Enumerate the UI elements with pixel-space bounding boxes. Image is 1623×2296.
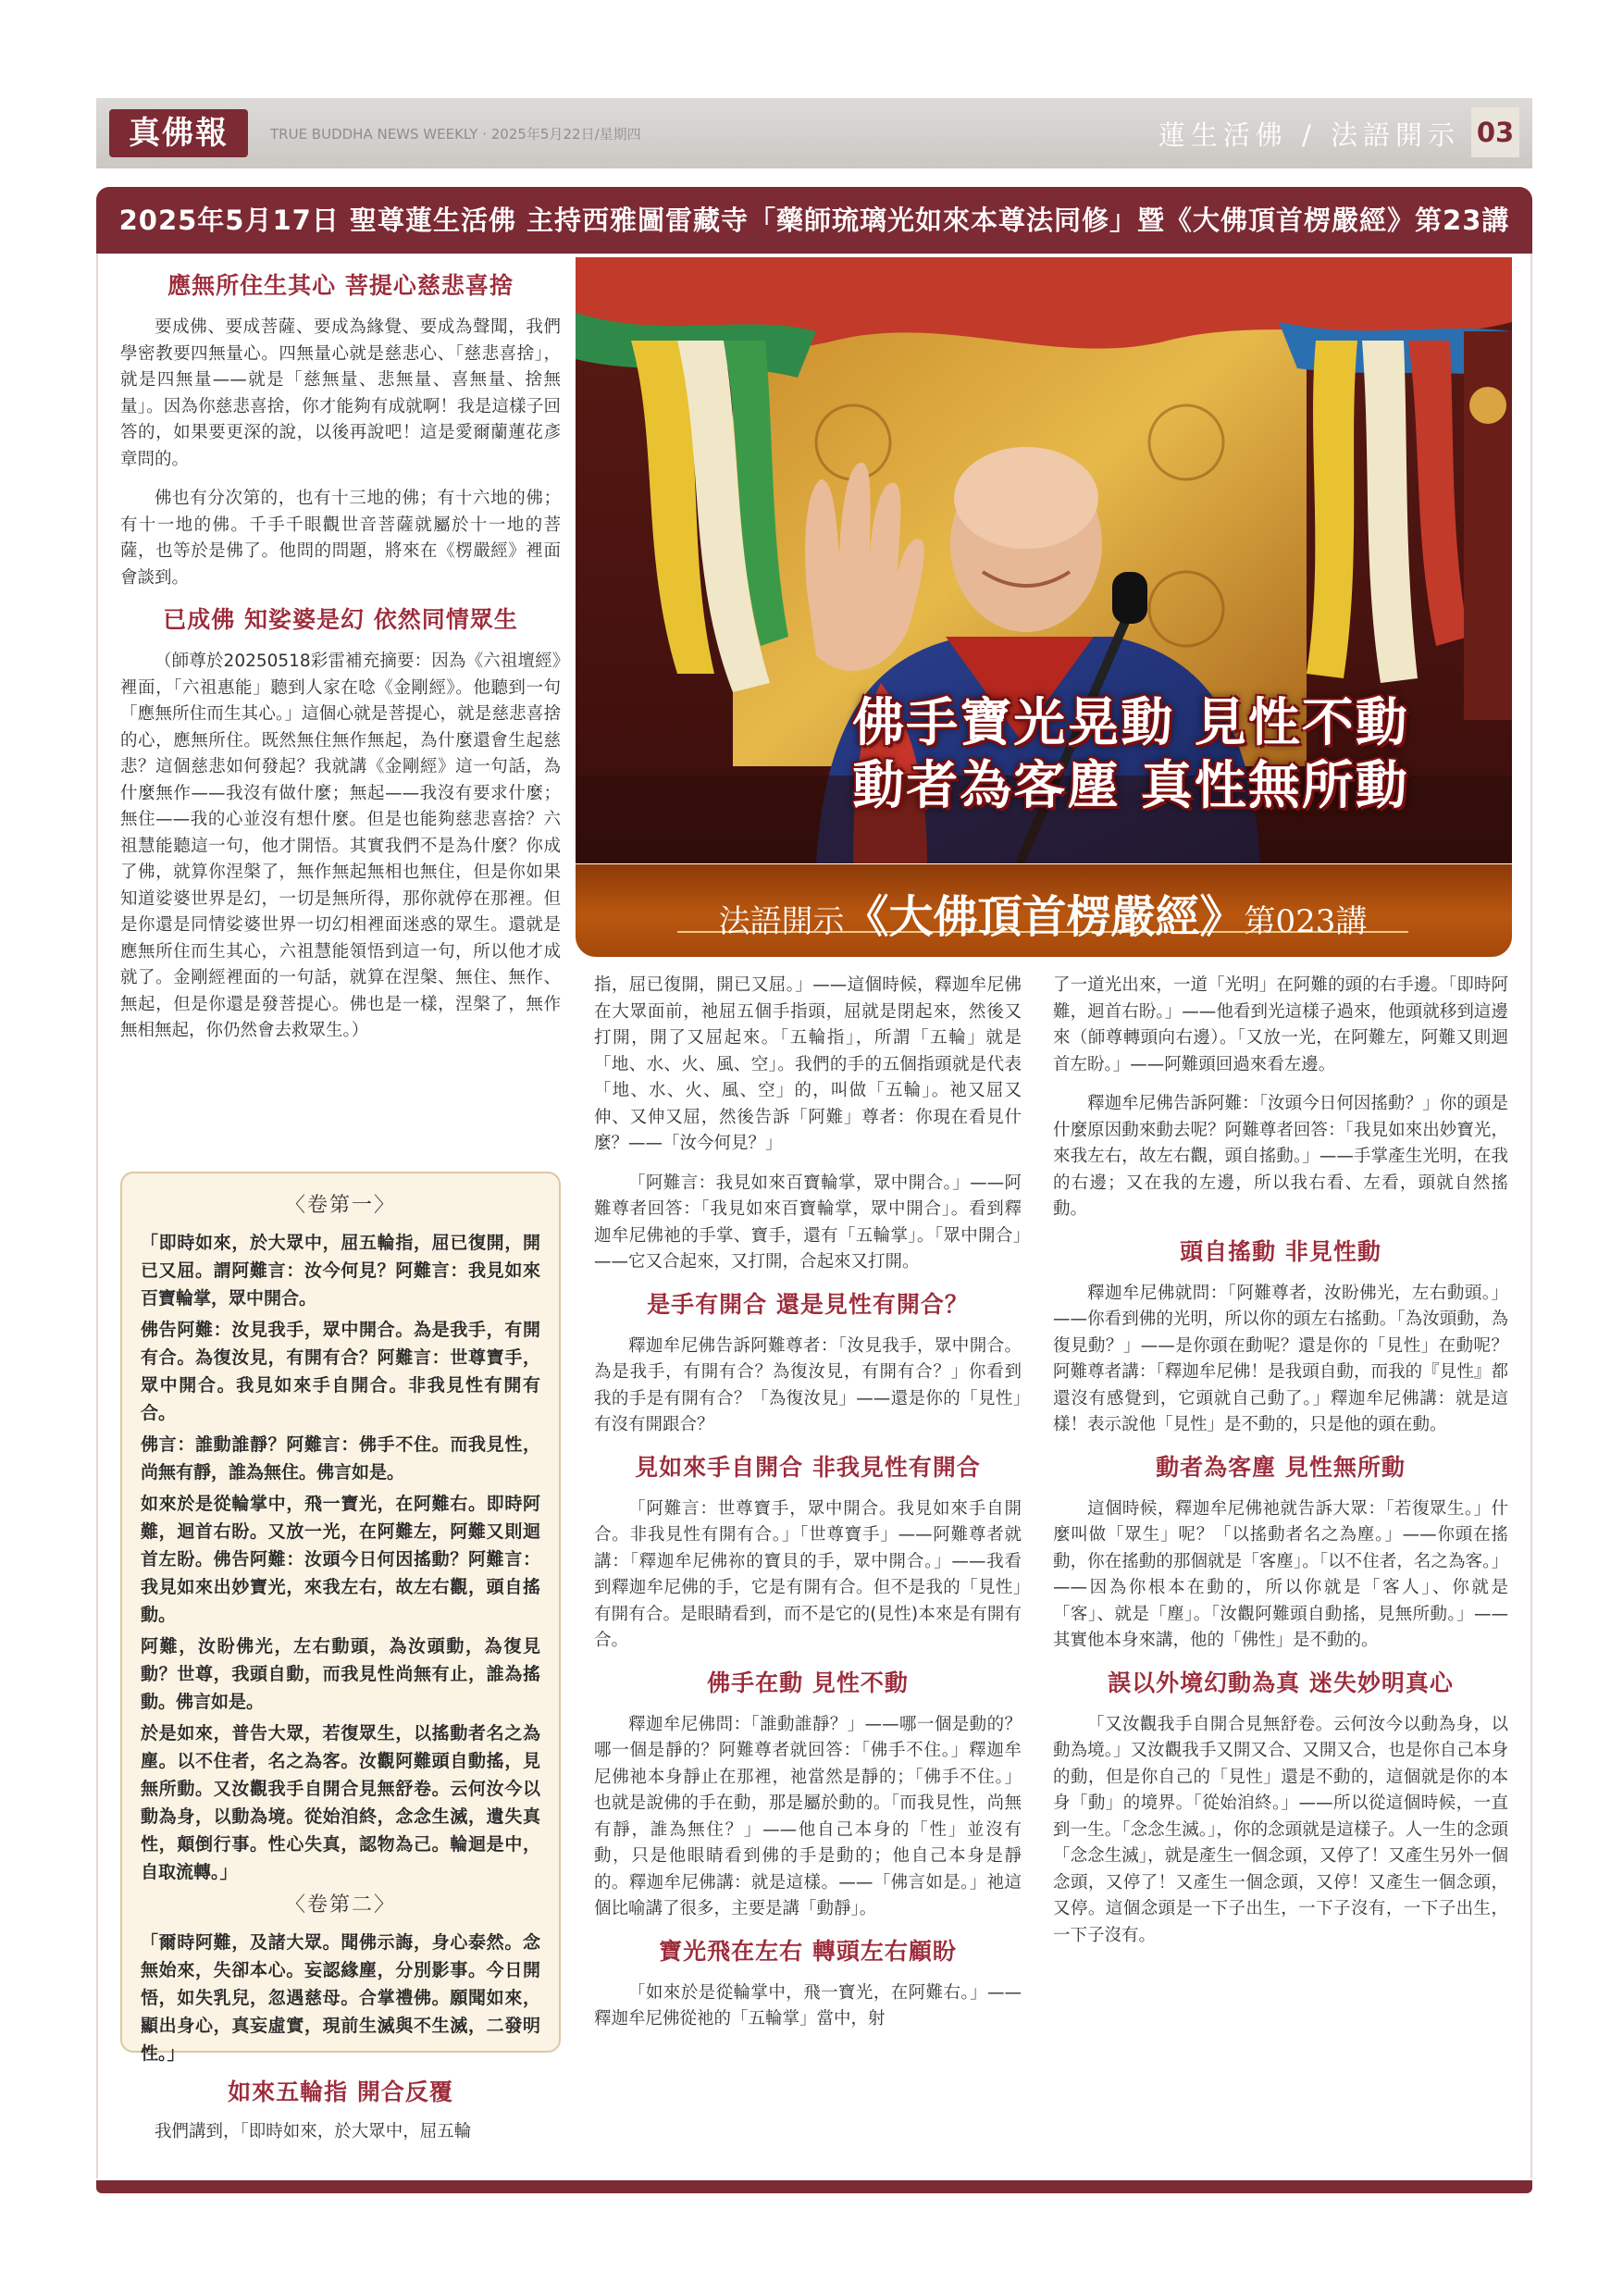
paragraph: 佛也有分次第的，也有十三地的佛；有十六地的佛；有十一地的佛。千手千眼觀世音菩薩就屬於十一地的菩薩，也等於是佛了。他問的問題，將來在《楞嚴經》裡面會談到。 [120, 489, 561, 588]
bottom-rule [96, 2180, 1532, 2193]
paragraph: 釋迦牟尼佛告訴阿難尊者：「汝見我手，眾中開合。為是我手，有開有合？為復汝見，有開有合？」你看到我的手是有開有合？「為復汝見」——還是你的「見性」有沒有開跟合？ [594, 1335, 1022, 1434]
paragraph: 「又汝觀我手自開合見無舒卷。云何汝今以動為身，以動為境。」又汝觀我手又開又合、又開又合，也是你自己本身的動，但是你自己的「見性」還是不動的，這個就是你的本身「動」的境界。「從始洎終。」——所以從這個時候，一直到一生。「念念生滅。」，你的念頭就是這樣子。人一生的念頭「念念生滅」，就是產生一個念頭，又停了！又產生另外一個念頭，又停了！又產生一個念頭，又停！又產生一個念頭，又停。這個念頭是一下子出生，一下子沒有，一下子出生，一下子沒有。 [1053, 1714, 1508, 1945]
event-banner: 2025年5月17日 聖尊蓮生活佛 主持西雅圖雷藏寺「藥師琉璃光如來本尊法同修」暨《大佛頂首楞嚴經》第23講 [96, 187, 1532, 254]
paragraph: 要成佛、要成菩薩、要成為緣覺、要成為聲聞，我們學密教要四無量心。四無量心就是慈悲心、「慈悲喜捨」，就是四無量——就是「慈無量、悲無量、喜無量、捨無量」。因為你慈悲喜捨，你才能夠有成就啊！我是這樣子回答的，如果要更深的說，以後再說吧！這是愛爾蘭蓮花彥章問的。 [120, 317, 561, 469]
volume-heading: 〈卷第一〉 [284, 1194, 396, 1217]
sutra-passage: 阿難，汝盼佛光，左右動頭，為汝頭動，為復見動？世尊，我頭自動，而我見性尚無有止，誰為搖動。佛言如是。 [141, 1636, 540, 1712]
subheading: 見如來手自開合 非我見性有開合 [635, 1453, 981, 1481]
newspaper-logo: 真佛報 [109, 109, 248, 157]
subheading: 寶光飛在左右 轉頭左右顧盼 [659, 1937, 957, 1965]
headline-line-1: 佛手寶光晃動 見性不動 [852, 693, 1409, 753]
paragraph: 釋迦牟尼佛問：「誰動誰靜？」——哪一個是動的？哪一個是靜的？阿難尊者就回答：「佛手不住。」釋迦牟尼佛祂本身靜止在那裡，祂當然是靜的；「佛手不住。」也就是說佛的手在動，那是屬於動的。「而我見性，尚無有靜，誰為無住？」——他自己本身的「性」並沒有動，只是他眼睛看到佛的手是動的；他自己本身是靜的。釋迦牟尼佛講：就是這樣。——「佛言如是。」祂這個比喻講了很多，主要是講「動靜」。 [594, 1714, 1022, 1918]
series-banner [576, 864, 1512, 957]
paragraph: 這個時候，釋迦牟尼佛祂就告訴大眾：「若復眾生。」什麼叫做「眾生」呢？「以搖動者名之為塵。」——你頭在搖動，你在搖動的那個就是「客塵」。「以不住者，名之為客。」——因為你根本在動的，所以你就是「客人」、你就是「客」、就是「塵」。「汝觀阿難頭自動搖，見無所動。」——其實他本身來講，他的「佛性」是不動的。 [1053, 1498, 1508, 1650]
series-label: 法語開示 [718, 903, 845, 940]
lecture-photo [576, 257, 1512, 863]
subheading: 是手有開合 還是見性有開合？ [647, 1290, 969, 1318]
sutra-passage: 「即時如來，於大眾中，屈五輪指，屈已復開，開已又屈。謂阿難言：汝今何見？阿難言：我見如來百寶輪掌，眾中開合。 [141, 1233, 540, 1309]
subheading: 動者為客塵 見性無所動 [1156, 1453, 1406, 1481]
sutra-passage: 佛言：誰動誰靜？阿難言：佛手不住。而我見性，尚無有靜，誰為無住。佛言如是。 [141, 1434, 540, 1483]
column-1-tail [120, 2067, 561, 2159]
newspaper-page [96, 98, 1532, 2201]
series-title-line [677, 881, 1408, 943]
page-number: 03 [1471, 107, 1519, 157]
subheading: 已成佛 知娑婆是幻 依然同情眾生 [163, 606, 518, 633]
paragraph: 釋迦牟尼佛就問：「阿難尊者，汝盼佛光，左右動頭。」——你看到佛的光明，所以你的頭左右搖動。「為汝頭動，為復見動？」——是你頭在動呢？還是你的「見性」在動呢？阿難尊者講：「釋迦牟尼佛！是我頭自動，而我的『見性』都還沒有感覺到，它頭就自己動了。」釋迦牟尼佛講：就是這樣！表示說他「見性」是不動的，只是他的頭在動。 [1053, 1283, 1508, 1434]
masthead [96, 98, 1532, 168]
column-1 [120, 261, 561, 1058]
sutra-quote-box [120, 1172, 561, 2064]
paragraph: 了一道光出來，一道「光明」在阿難的頭的右手邊。「即時阿難，迴首右盼。」——他看到光這樣子過來，他頭就移到這邊來（師尊轉頭向右邊）。「又放一光，在阿難左，阿難又則迴首左盼。」——阿難頭回過來看左邊。 [1053, 975, 1508, 1074]
column-3 [1053, 973, 1508, 1962]
subheading: 如來五輪指 開合反覆 [228, 2079, 453, 2105]
paragraph: 指，屈已復開，開已又屈。」——這個時候，釋迦牟尼佛在大眾面前，祂屈五個手指頭，屈就是閉起來，然後又打開，開了又屈起來。「五輪指」，所謂「五輪」就是「地、水、火、風、空」。我們的手的五個指頭就是代表「地、水、火、風、空」的，叫做「五輪」。祂又屈又伸、又伸又屈，然後告訴「阿難」尊者：你現在看見什麼？——「汝今何見？」 [594, 975, 1022, 1153]
subheading: 頭自搖動 非見性動 [1180, 1237, 1381, 1265]
sutra-passage: 佛告阿難：汝見我手，眾中開合。為是我手，有開有合。為復汝見，有開有合？阿難言：世尊寶手，眾中開合。我見如來手自開合。非我見性有開有合。 [141, 1320, 540, 1423]
subheading: 誤以外境幻動為真 迷失妙明真心 [1108, 1669, 1454, 1696]
paragraph: 「如來於是從輪掌中，飛一寶光，在阿難右。」——釋迦牟尼佛從祂的「五輪掌」當中，射 [594, 1982, 1022, 2029]
paragraph: 釋迦牟尼佛告訴阿難：「汝頭今日何因搖動？」你的頭是什麼原因動來動去呢？阿難尊者回答：「我見如來出妙寶光，來我左右，故左右觀，頭自搖動。」——手掌產生光明，在我的右邊；又在我的左邊，所以我右看、左看，頭就自然搖動。 [1053, 1094, 1508, 1219]
series-sutra-title: 《大佛頂首楞嚴經》 [844, 891, 1245, 943]
sutra-passage: 「爾時阿難，及諸大眾。聞佛示誨，身心泰然。念無始來，失卻本心。妄認緣塵，分別影事。今日開悟，如失乳兒，忽遇慈母。合掌禮佛。願聞如來，顯出身心，真妄虛實，現前生滅與不生滅，二發明性。」 [141, 1932, 540, 2064]
headline-line-2: 動者為客塵 真性無所動 [852, 756, 1409, 816]
paragraph: 「阿難言：世尊寶手，眾中開合。我見如來手自開合。非我見性有開有合。」「世尊寶手」——阿難尊者就講：「釋迦牟尼佛祢的寶貝的手，眾中開合。」——我看到釋迦牟尼佛的手，它是有開有合。但不是我的「見性」有開有合。是眼睛看到，而不是它的(見性)本來是有開有合。 [594, 1498, 1022, 1650]
column-2 [594, 973, 1022, 2046]
paragraph: 我們講到，「即時如來，於大眾中，屈五輪 [155, 2122, 472, 2141]
volume-heading: 〈卷第二〉 [284, 1893, 396, 1917]
subheading: 應無所住生其心 菩提心慈悲喜捨 [167, 272, 514, 299]
photo-headline [761, 692, 1501, 818]
sutra-passage: 於是如來，普告大眾，若復眾生，以搖動者名之為塵。以不住者，名之為客。汝觀阿難頭自動搖，見無所動。又汝觀我手自開合見無舒卷。云何汝今以動為身，以動為境。從始洎終，念念生滅，遺失真性，顛倒行事。性心失真，認物為己。輪迴是中，自取流轉。」 [141, 1723, 540, 1882]
paragraph: 「阿難言：我見如來百寶輪掌，眾中開合。」——阿難尊者回答：「我見如來百寶輪掌，眾中開合」。看到釋迦牟尼佛祂的手掌、寶手，還有「五輪掌」。「眾中開合」——它又合起來，又打開，合起來又打開。 [594, 1173, 1022, 1272]
section-title: 蓮生活佛 / 法語開示 [1158, 119, 1460, 151]
subheading: 佛手在動 見性不動 [707, 1669, 909, 1696]
sutra-passage: 如來於是從輪掌中，飛一寶光，在阿難右。即時阿難，迴首右盼。又放一光，在阿難左，阿難又則迴首左盼。佛告阿難：汝頭今日何因搖動？阿難言：我見如來出妙寶光，來我左右，故左右觀，頭自搖動。 [141, 1494, 540, 1625]
series-lecture-number: 第023講 [1244, 903, 1368, 940]
masthead-subtitle: TRUE BUDDHA NEWS WEEKLY · 2025年5月22日/星期四 [270, 126, 641, 143]
paragraph: （師尊於20250518彩雷補充摘要：因為《六祖壇經》裡面，「六祖惠能」聽到人家在唸《金剛經》。他聽到一句「應無所住而生其心。」這個心就是菩提心，就是慈悲喜捨的心，應無所住。既然無住無作無起，為什麼還會生起慈悲？這個慈悲如何發起？我就講《金剛經》這一句話，為什麼無作——我沒有做什麼；無起——我沒有要求什麼；無住——我的心並沒有想什麼。但是也能夠慈悲喜捨？六祖慧能聽這一句，他才開悟。其實我們不是為什麼？你成了佛，就算你涅槃了，無作無起無相也無住，但是你如果知道娑婆世界是幻，一切是無所得，那你就停在那裡。但是你還是同情娑婆世界一切幻相裡面迷惑的眾生。還就是應無所住而生其心，六祖慧能領悟到這一句，所以他才成就了。金剛經裡面的一句話，就算在涅槃、無住、無作、無起，但是你還是發菩提心。佛也是一樣，涅槃了，無作無相無起，你仍然會去救眾生。） [120, 652, 561, 1040]
